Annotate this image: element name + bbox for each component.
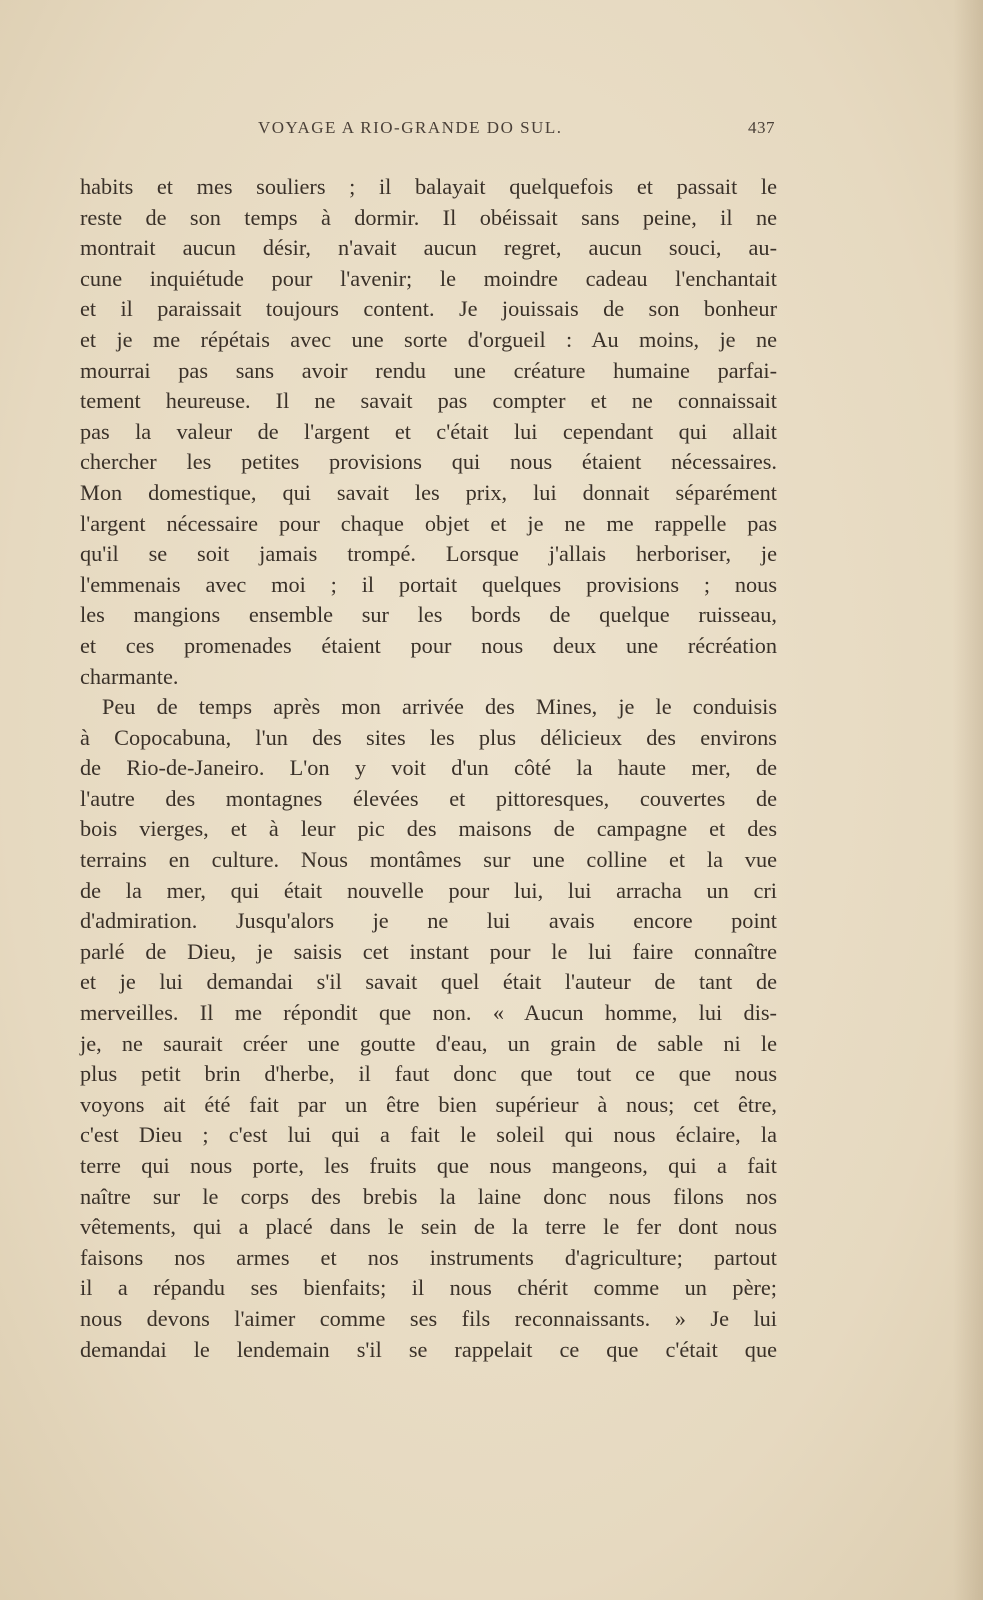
text-line: plus petit brin d'herbe, il faut donc que tout ce que nous — [80, 1061, 777, 1087]
text-line: bois vierges, et à leur pic des maisons de campagne et des — [80, 816, 777, 842]
text-line: qu'il se soit jamais trompé. Lorsque j'allais herboriser, je — [80, 541, 777, 567]
text-line: parlé de Dieu, je saisis cet instant pour le lui faire connaître — [80, 938, 777, 964]
text-line: chercher les petites provisions qui nous étaient nécessaires. — [80, 449, 777, 475]
text-line: et je lui demandai s'il savait quel était l'auteur de tant de — [80, 969, 777, 995]
text-line: terrains en culture. Nous montâmes sur une colline et la vue — [80, 847, 777, 873]
text-line: nous devons l'aimer comme ses fils reconnaissants. » Je lui — [80, 1305, 777, 1331]
text-line: l'emmenais avec moi ; il portait quelques provisions ; nous — [80, 571, 777, 597]
text-line: et ces promenades étaient pour nous deux une récréation — [80, 632, 777, 658]
text-line: naître sur le corps des brebis la laine donc nous filons nos — [80, 1183, 777, 1209]
text-line: pas la valeur de l'argent et c'était lui cependant qui allait — [80, 418, 777, 444]
text-line: vêtements, qui a placé dans le sein de la terre le fer dont nous — [80, 1214, 777, 1240]
text-line: l'autre des montagnes élevées et pittoresques, couvertes de — [80, 785, 777, 811]
text-line: il a répandu ses bienfaits; il nous chérit comme un père; — [80, 1275, 777, 1301]
text-line: de Rio-de-Janeiro. L'on y voit d'un côté la haute mer, de — [80, 755, 777, 781]
text-line: charmante. — [80, 663, 179, 689]
text-line: je, ne saurait créer une goutte d'eau, un grain de sable ni le — [80, 1030, 777, 1056]
text-line: montrait aucun désir, n'avait aucun regret, aucun souci, au- — [80, 235, 777, 261]
text-line: habits et mes souliers ; il balayait quelquefois et passait le — [80, 174, 777, 199]
text-line: voyons ait été fait par un être bien supérieur à nous; cet être, — [80, 1091, 777, 1117]
text-line: mourrai pas sans avoir rendu une créature humaine parfai- — [80, 357, 777, 383]
running-title: VOYAGE A RIO-GRANDE DO SUL. — [258, 118, 563, 137]
text-line: merveilles. Il me répondit que non. « Aucun homme, lui dis- — [80, 1000, 777, 1026]
page-edge-shadow — [953, 0, 983, 1600]
text-line: terre qui nous porte, les fruits que nous mangeons, qui a fait — [80, 1153, 777, 1178]
text-line: Peu de temps après mon arrivée des Mines, je le conduisis — [102, 694, 777, 720]
text-line: de la mer, qui était nouvelle pour lui, lui arracha un cri — [80, 877, 777, 903]
text-line: les mangions ensemble sur les bords de quelque ruisseau, — [80, 602, 777, 628]
text-line: cune inquiétude pour l'avenir; le moindre cadeau l'enchantait — [80, 265, 777, 291]
text-line: et je me répétais avec une sorte d'orgueil : Au moins, je ne — [80, 326, 777, 352]
text-line: d'admiration. Jusqu'alors je ne lui avais encore point — [80, 908, 777, 934]
paragraph — [80, 692, 777, 1365]
text-line: à Copocabuna, l'un des sites les plus délicieux des environs — [80, 724, 777, 750]
text-line: l'argent nécessaire pour chaque objet et je ne me rappelle pas — [80, 510, 777, 536]
text-line: faisons nos armes et nos instruments d'agriculture; partout — [80, 1244, 777, 1270]
page-header — [80, 118, 775, 142]
body-text — [80, 172, 777, 1365]
text-line: c'est Dieu ; c'est lui qui a fait le soleil qui nous éclaire, la — [80, 1122, 777, 1148]
text-line: et il paraissait toujours content. Je jouissais de son bonheur — [80, 296, 777, 322]
page-number: 437 — [748, 118, 775, 137]
text-line: reste de son temps à dormir. Il obéissait sans peine, il ne — [80, 204, 777, 230]
paragraph — [80, 172, 777, 692]
text-line: demandai le lendemain s'il se rappelait ce que c'était que — [80, 1336, 777, 1362]
text-line: tement heureuse. Il ne savait pas compter et ne connaissait — [80, 388, 777, 414]
text-line: Mon domestique, qui savait les prix, lui donnait séparément — [80, 479, 777, 505]
